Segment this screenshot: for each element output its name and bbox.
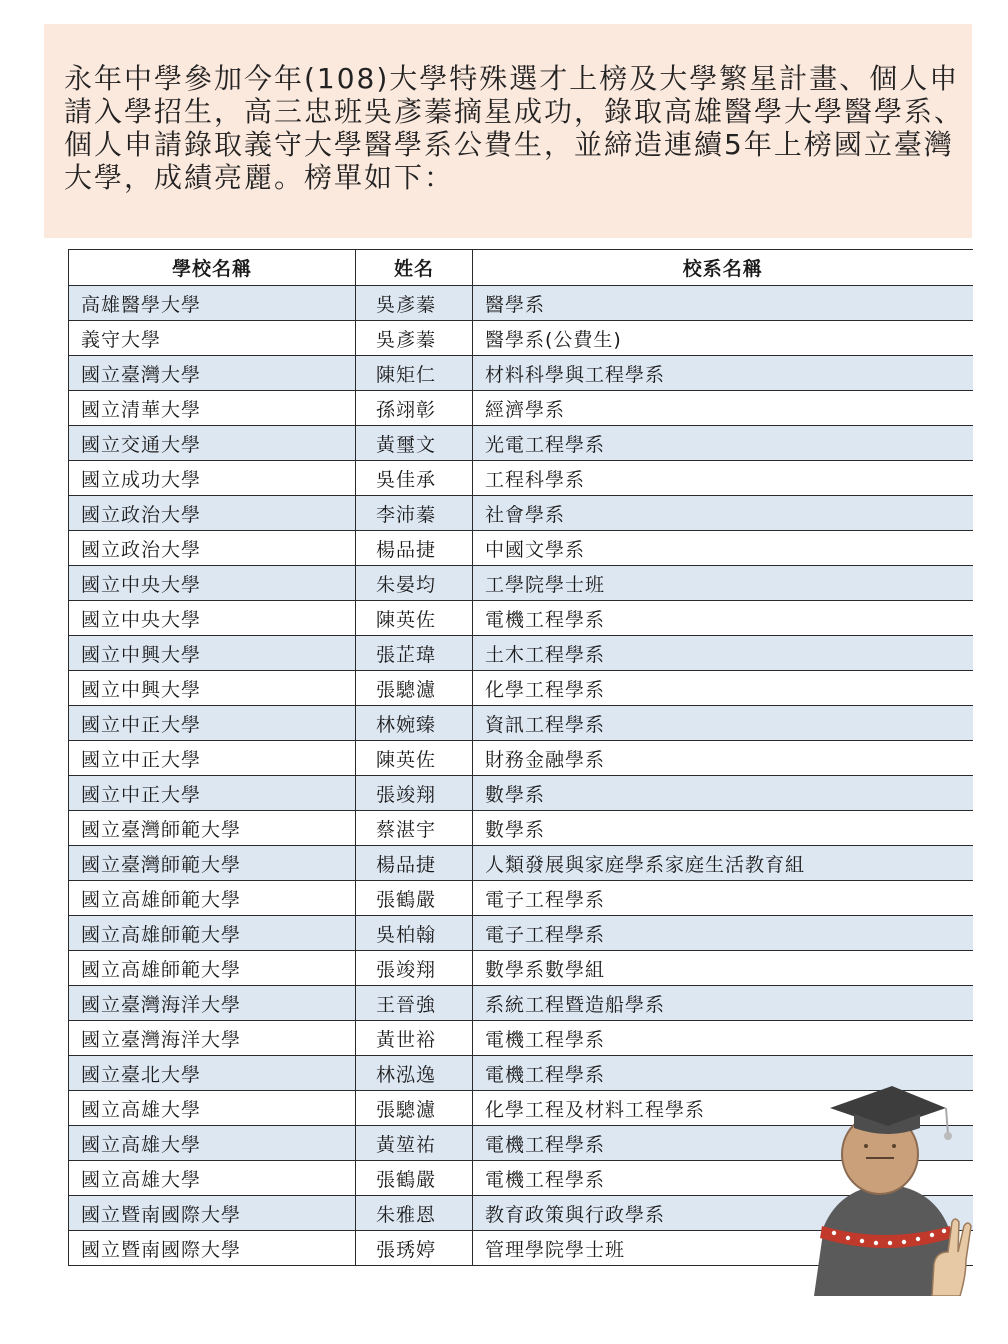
- cell-department: 資訊工程學系: [473, 706, 973, 741]
- table-row: [69, 286, 973, 321]
- cell-school: 國立高雄師範大學: [69, 951, 356, 986]
- cell-department: 教育政策與行政學系: [473, 1196, 973, 1231]
- cell-department: 系統工程暨造船學系: [473, 986, 973, 1021]
- cell-name: 吳彥蓁: [356, 286, 473, 321]
- table-row: [69, 566, 973, 601]
- cell-school: 國立清華大學: [69, 391, 356, 426]
- cell-department: 管理學院學士班: [473, 1231, 973, 1266]
- cell-name: 朱晏均: [356, 566, 473, 601]
- cell-department: 光電工程學系: [473, 426, 973, 461]
- cell-name: 張鶴嚴: [356, 881, 473, 916]
- table-row: [69, 496, 973, 531]
- cell-department: 中國文學系: [473, 531, 973, 566]
- cell-department: 電機工程學系: [473, 1126, 973, 1161]
- cell-name: 王晉強: [356, 986, 473, 1021]
- table-row: [69, 461, 973, 496]
- mortarboard: [830, 1086, 946, 1128]
- table-row: [69, 846, 973, 881]
- cell-school: 國立臺灣大學: [69, 356, 356, 391]
- table-row: [69, 776, 973, 811]
- header-name: 姓名: [356, 250, 473, 286]
- cell-school: 國立中正大學: [69, 741, 356, 776]
- table-row: [69, 321, 973, 356]
- cell-school: 國立暨南國際大學: [69, 1231, 356, 1266]
- cell-school: 國立中央大學: [69, 601, 356, 636]
- table-row: [69, 811, 973, 846]
- cell-name: 吳柏翰: [356, 916, 473, 951]
- cell-name: 林婉臻: [356, 706, 473, 741]
- cell-department: 電機工程學系: [473, 1021, 973, 1056]
- cell-name: 林泓逸: [356, 1056, 473, 1091]
- cell-school: 國立交通大學: [69, 426, 356, 461]
- cell-name: 楊品捷: [356, 846, 473, 881]
- cell-name: 張芷瑋: [356, 636, 473, 671]
- cell-name: 李沛蓁: [356, 496, 473, 531]
- cell-name: 張驄濾: [356, 671, 473, 706]
- announcement-text: 永年中學參加今年(108)大學特殊選才上榜及大學繁星計畫、個人申請入學招生，高三忠班吳彥蓁摘星成功，錄取高雄醫學大學醫學系、個人申請錄取義守大學醫學系公費生，並締造連續5年上榜國立臺灣大學，成績亮麗。榜單如下：: [64, 62, 965, 194]
- cell-name: 陳矩仁: [356, 356, 473, 391]
- cell-department: 電機工程學系: [473, 601, 973, 636]
- cell-school: 高雄醫學大學: [69, 286, 356, 321]
- cell-name: 陳英佐: [356, 741, 473, 776]
- cell-school: 國立中央大學: [69, 566, 356, 601]
- cell-school: 國立高雄師範大學: [69, 881, 356, 916]
- graduate-icon: [800, 1076, 972, 1296]
- cell-name: 黃世裕: [356, 1021, 473, 1056]
- cell-department: 電子工程學系: [473, 881, 973, 916]
- cell-department: 化學工程及材料工程學系: [473, 1091, 973, 1126]
- cell-name: 張琇婷: [356, 1231, 473, 1266]
- cell-school: 國立高雄大學: [69, 1091, 356, 1126]
- cell-name: 陳英佐: [356, 601, 473, 636]
- table-row: [69, 1021, 973, 1056]
- table-row: [69, 916, 973, 951]
- cell-department: 財務金融學系: [473, 741, 973, 776]
- cell-school: 國立臺灣師範大學: [69, 811, 356, 846]
- cell-department: 電機工程學系: [473, 1056, 973, 1091]
- table-row: [69, 601, 973, 636]
- header-school: 學校名稱: [69, 250, 356, 286]
- cell-school: 義守大學: [69, 321, 356, 356]
- cell-name: 張竣翔: [356, 776, 473, 811]
- cell-school: 國立成功大學: [69, 461, 356, 496]
- cell-school: 國立高雄大學: [69, 1126, 356, 1161]
- table-row: [69, 986, 973, 1021]
- cell-name: 楊品捷: [356, 531, 473, 566]
- cell-school: 國立臺北大學: [69, 1056, 356, 1091]
- cell-school: 國立臺灣海洋大學: [69, 1021, 356, 1056]
- header-department: 校系名稱: [473, 250, 973, 286]
- cell-department: 工學院學士班: [473, 566, 973, 601]
- cell-department: 電子工程學系: [473, 916, 973, 951]
- cell-school: 國立高雄師範大學: [69, 916, 356, 951]
- cell-department: 化學工程學系: [473, 671, 973, 706]
- table-row: [69, 531, 973, 566]
- cell-department: 數學系: [473, 776, 973, 811]
- table-row: [69, 356, 973, 391]
- cell-school: 國立暨南國際大學: [69, 1196, 356, 1231]
- cell-department: 醫學系: [473, 286, 973, 321]
- cell-department: 工程科學系: [473, 461, 973, 496]
- cell-department: 土木工程學系: [473, 636, 973, 671]
- cell-department: 社會學系: [473, 496, 973, 531]
- cell-department: 數學系: [473, 811, 973, 846]
- announcement-banner: [44, 24, 972, 238]
- cell-name: 黃堃祐: [356, 1126, 473, 1161]
- table-row: [69, 391, 973, 426]
- cell-school: 國立臺灣師範大學: [69, 846, 356, 881]
- table-row: [69, 951, 973, 986]
- cell-school: 國立高雄大學: [69, 1161, 356, 1196]
- cell-school: 國立臺灣海洋大學: [69, 986, 356, 1021]
- cell-school: 國立中正大學: [69, 776, 356, 811]
- cell-name: 張驄濾: [356, 1091, 473, 1126]
- cell-school: 國立政治大學: [69, 496, 356, 531]
- cell-department: 人類發展與家庭學系家庭生活教育組: [473, 846, 973, 881]
- cell-name: 朱雅恩: [356, 1196, 473, 1231]
- cell-department: 數學系數學組: [473, 951, 973, 986]
- table-row: [69, 426, 973, 461]
- table-row: [69, 881, 973, 916]
- cell-department: 材料科學與工程學系: [473, 356, 973, 391]
- cell-name: 吳彥蓁: [356, 321, 473, 356]
- table-row: [69, 671, 973, 706]
- table-row: [69, 706, 973, 741]
- cell-name: 黃璽文: [356, 426, 473, 461]
- cell-department: 醫學系(公費生): [473, 321, 973, 356]
- cell-name: 吳佳承: [356, 461, 473, 496]
- table-header-row: [69, 250, 973, 286]
- table-row: [69, 636, 973, 671]
- cell-name: 蔡湛宇: [356, 811, 473, 846]
- cell-name: 孫翊彰: [356, 391, 473, 426]
- cell-name: 張竣翔: [356, 951, 473, 986]
- cell-department: 經濟學系: [473, 391, 973, 426]
- cell-name: 張鶴嚴: [356, 1161, 473, 1196]
- cell-school: 國立中正大學: [69, 706, 356, 741]
- cell-school: 國立政治大學: [69, 531, 356, 566]
- cell-department: 電機工程學系: [473, 1161, 973, 1196]
- table-row: [69, 741, 973, 776]
- cell-school: 國立中興大學: [69, 671, 356, 706]
- cell-school: 國立中興大學: [69, 636, 356, 671]
